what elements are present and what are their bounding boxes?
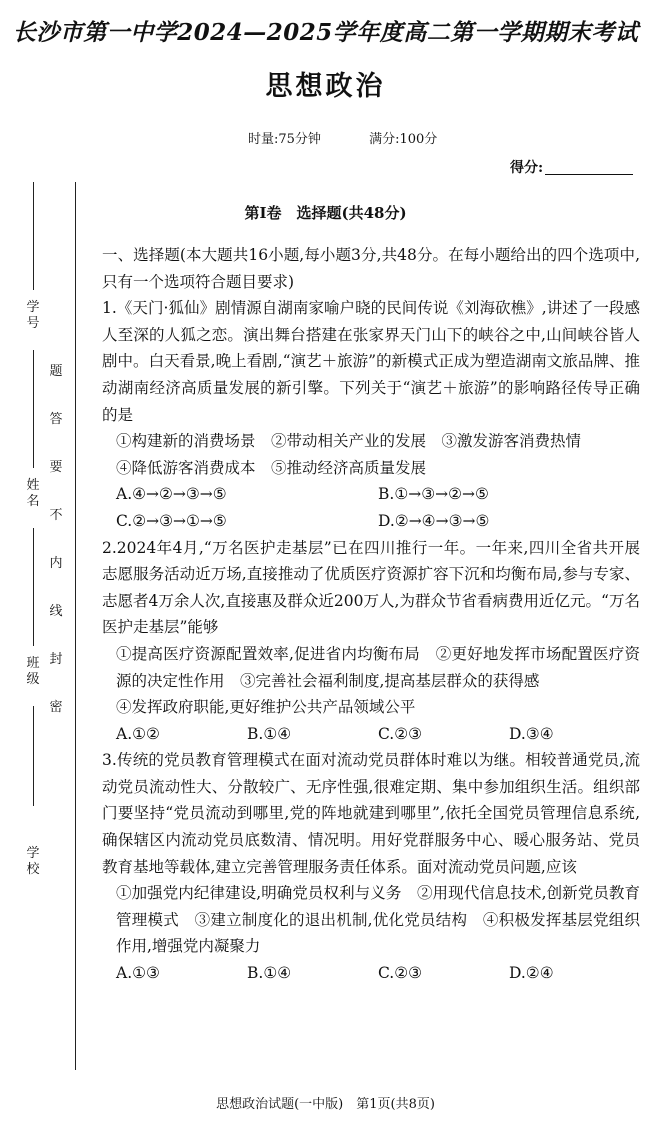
statement-list: ④降低游客消费成本 ⑤推动经济高质量发展 [116,458,427,477]
question-stem: 2.2024年4月,“万名医护走基层”已在四川推行一年。一年来,四川全省共开展志愿服务活动近万场,直接推动了优质医疗资源扩容下沉和均衡布局,参与专家、志愿者4万余人次,直接惠及群众近200万人,为群众节省看病费用近亿元。“万名医护走基层”能够 [102,538,640,637]
option-d[interactable]: D.②④ [509,964,554,983]
name-blank-line [33,350,34,468]
option-a[interactable]: A.①② [116,724,160,743]
subject-title: 思想政治 [265,71,386,102]
seal-char: 答 [49,412,63,427]
section-title: 第Ⅰ卷 选择题(共48分) [244,204,407,222]
student-name-label: 姓名 [26,478,40,509]
seal-char: 线 [49,604,63,619]
option-d[interactable]: D.③④ [509,724,554,743]
option-row [102,508,640,535]
seal-char: 封 [49,652,63,667]
full-score: 满分:100分 [369,132,438,147]
seal-char: 内 [49,556,63,571]
seal-line-text [46,360,66,720]
exam-title: 长沙市第一中学2024—2025学年度高二第一学期期末考试 [12,19,639,46]
class-label: 班级 [26,656,40,687]
option-row [102,481,640,508]
school-label: 学校 [26,846,40,877]
student-number-label: 学号 [26,300,40,331]
question-3 [102,747,640,986]
score-label: 得分: [510,160,544,176]
statement-list: ①加强党内纪律建设,明确党员权利与义务 ②用现代信息技术,创新党员教育管理模式 ③建立制度化的退出机制,优化党员结构 ④积极发挥基层党组织作用,增强党内凝聚力 [116,884,640,956]
seal-char: 要 [49,460,63,475]
binding-rule [75,182,76,1070]
seal-char: 不 [49,508,63,523]
option-a[interactable]: A.①③ [116,964,160,983]
exam-meta [248,128,481,147]
school-blank-line [33,706,34,806]
number-blank-line [33,182,34,290]
option-b[interactable]: B.①④ [247,724,292,743]
statement-list: ④发挥政府职能,更好维护公共产品领域公平 [116,698,416,717]
page-footer: 思想政治试题(一中版) 第1页(共8页) [216,1097,435,1112]
question-stem: 3.传统的党员教育管理模式在面对流动党员群体时难以为继。相较普通党员,流动党员流动性大、分散较广、无序性强,很难定期、集中参加组织生活。组织部门要坚持“党员流动到哪里,党的阵地就建到哪里”,依托全国党员管理信息系统,确保辖区内流动党员底数清、情况明。用好党群服务中心、暖心服务站、党员教育基地等载体,建立完善管理服务责任体系。面对流动党员问题,应该 [102,751,640,876]
option-b[interactable]: B.①④ [247,964,292,983]
binding-margin [26,182,40,1070]
option-b[interactable]: B.①→③→②→⑤ [378,485,489,504]
question-2 [102,535,640,748]
option-c[interactable]: C.②→③→①→⑤ [116,511,227,530]
option-row [102,721,640,748]
option-c[interactable]: C.②③ [378,964,423,983]
score-field [510,157,633,177]
option-a[interactable]: A.④→②→③→⑤ [116,485,227,504]
option-d[interactable]: D.②→④→③→⑤ [378,511,490,530]
time-limit: 时量:75分钟 [248,132,321,147]
question-1 [102,295,640,534]
seal-char: 题 [49,364,63,379]
score-blank-line [545,162,633,175]
class-blank-line [33,528,34,646]
option-c[interactable]: C.②③ [378,724,423,743]
statement-list: ①构建新的消费场景 ②带动相关产业的发展 ③激发游客消费热情 [116,432,582,451]
question-content [102,242,640,987]
question-stem: 1.《天门·狐仙》剧情源自湖南家喻户晓的民间传说《刘海砍樵》,讲述了一段感人至深的人狐之恋。演出舞台搭建在张家界天门山下的峡谷之中,山间峡谷皆人剧中。白天看景,晚上看剧,“演艺＋旅游”的新模式正成为塑造湖南文旅品牌、推动湖南经济高质量发展的新引擎。下列关于“演艺＋旅游”的影响路径传导正确的是 [102,299,640,424]
seal-char: 密 [49,700,63,715]
section-instruction: 一、选择题(本大题共16小题,每小题3分,共48分。在每小题给出的四个选项中,只有一个选项符合题目要求) [102,246,640,291]
option-row [102,960,640,987]
statement-list: ①提高医疗资源配置效率,促进省内均衡布局 ②更好地发挥市场配置医疗资源的决定性作用 ③完善社会福利制度,提高基层群众的获得感 [116,644,640,690]
